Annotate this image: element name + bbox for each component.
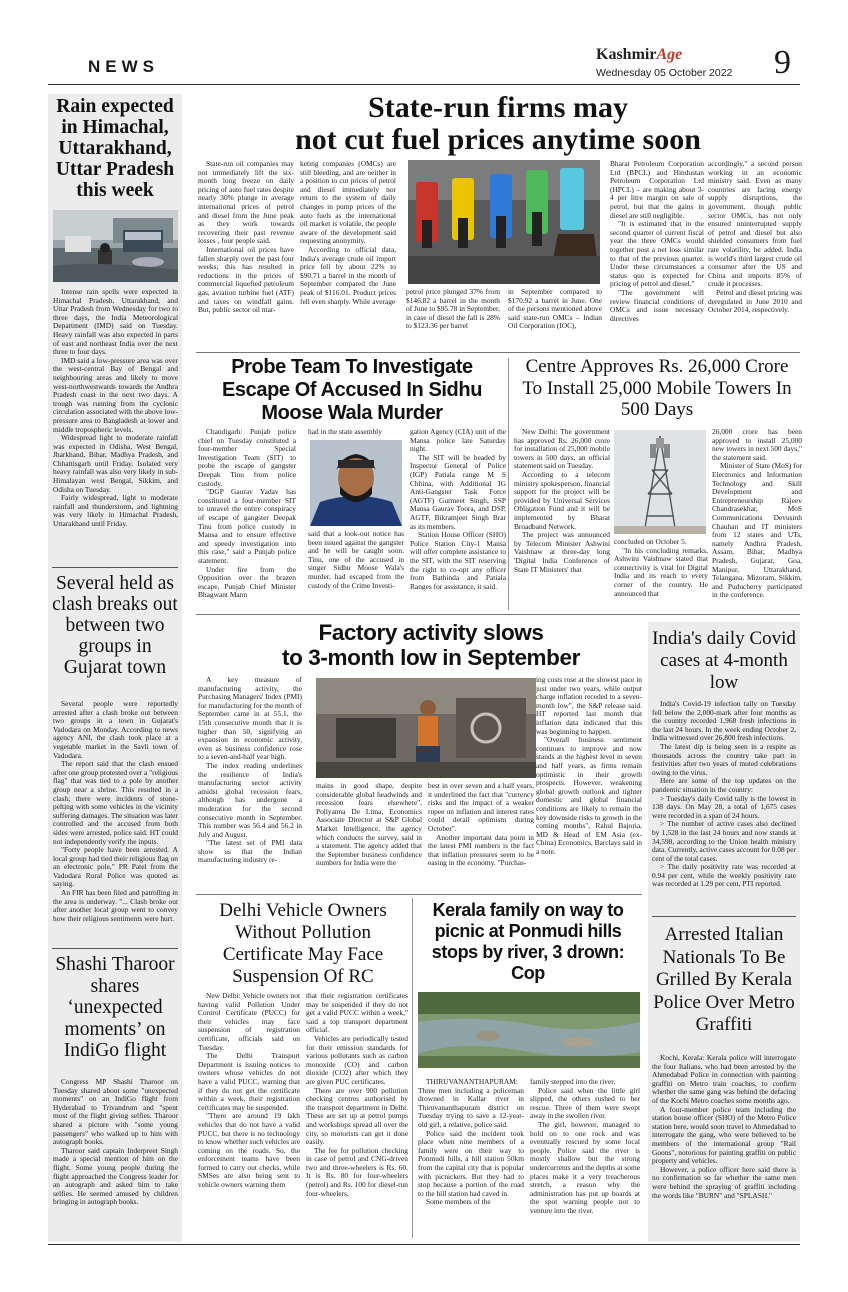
section-label: NEWS <box>88 57 159 76</box>
paragraph: Fairly widespread, light to moderate rainfall and thunderstorm, and lightning was very likely in Himachal Pradesh, Uttarakhand until Friday. <box>53 493 178 529</box>
paragraph: International oil prices have fallen sharply over the past four weeks; this has resulted in reductions in the prices of commercial liquefied petroleum gas, aviation turbine fuel (ATF) and taxes on windfall gains. But, public sector oil mar- <box>198 244 294 315</box>
paragraph: concluded on October 5. <box>614 538 687 546</box>
lead-col-6 <box>708 160 802 346</box>
paragraph: Some members of the <box>426 1197 491 1207</box>
delhi-col-1 <box>198 992 300 1238</box>
issue-date: Wednesday 05 October 2022 <box>596 67 733 79</box>
lead-headline <box>196 92 800 156</box>
paragraph: Minister of State (MoS) for Electronics and Information Technology and Skill Development and Entrepreneurship Rajeev Chandrasekhar, MoS Communications Devusinh Chauhan and IT ministers from 12 states and UTs, namely Andhra Pradesh, Assam, Bihar, Madhya Pradesh, Gujarat, Goa, Manipur, Uttarakhand, Telangana, Mizoram, Sikkim, and Puducherry participated in the conference. <box>712 461 802 600</box>
paragraph: in September compared to $170.92 a barrel in June. One of the persons mentioned above said state-run OMCs – Indian Oil Corporation (IOC), <box>508 288 602 331</box>
sidhu-headline: Probe Team To Investigate Escape Of Accused In Sidhu Moose Wala Murder <box>221 356 483 424</box>
fuel-nozzle-photo <box>408 160 600 284</box>
rain-headline: Rain expected in Himachal, Uttarakhand, Uttar Pradesh this week <box>55 96 175 201</box>
paragraph: Here are some of the top updates on the pandemic situation in the country: <box>652 776 796 794</box>
paragraph: "In his concluding remarks, Ashwini Vaishnaw stated that connectivity is vital for Digital India and its reach to every corner of the country. He announced that <box>614 545 708 598</box>
paragraph: Congress MP Shashi Tharoor on Tuesday shared about some "unexpected moments" on an IndiGo flight from Hyderabad to Trivandrum and "spent most of the flight giving selfies. Tharoor shared a picture with "some young passengers" who walked up to him with autograph books. <box>53 1078 178 1147</box>
lead-col-2 <box>300 160 396 346</box>
paragraph: Under fire from the Opposition over the brazen escape, Punjab Chief Minister Bhagwant Mann <box>198 564 296 600</box>
page-bottom-rule <box>48 1244 800 1245</box>
masthead-rule <box>48 84 800 85</box>
paragraph: According to official data, India's average crude oil import price fell by about 22% to $90.71 a barrel in the month of September compared the June peak of $116.01. Product prices fell even sharply. While average <box>300 244 396 306</box>
towers-col-3 <box>712 428 802 608</box>
factory-worker-photo <box>316 678 536 778</box>
lead-col-5 <box>610 160 704 346</box>
rain-photo <box>53 210 178 282</box>
lead-headline-line: not cut fuel prices anytime soon <box>295 123 701 156</box>
paragraph: India's Covid-19 infection tally on Tuesday fell below the 2,000-mark after four months as the country recorded 1,968 fresh infections in the last 24 hours. In the week ending October 2, India witnessed over 26,800 fresh infections. <box>652 700 796 743</box>
paragraph: However, a police officer here said there is no confirmation so far whether the same men were behind the spraying of graffiti including the words like "BURN" and "SPLASH." <box>652 1164 796 1200</box>
paragraph: best in over seven and a half years, it underlined the fact that "currency risks and the impact of a weaker rupee on inflation and interest rates could derail optimism during October". <box>428 782 534 833</box>
sidhu-col-1 <box>198 428 296 608</box>
lead-col-4 <box>508 288 602 348</box>
factory-col-4 <box>536 676 642 892</box>
kerala-col-1 <box>418 1078 524 1238</box>
factory-headline-line: Factory activity slows <box>318 620 544 645</box>
factory-col-2 <box>316 782 422 892</box>
paragraph: Widespread light to moderate rainfall was expected in Odisha, West Bengal, Jharkhand, Bihar, Madhya Pradesh, and Chhattisgarh until Friday. Isolated very heavy rainfall was also very likely in sub-Himalayan west Bengal, Sikkim, and Odisha on Tuesday. <box>53 433 178 494</box>
sidhu-col-2b <box>308 530 404 610</box>
paragraph: According to a telecom ministry spokesperson, financial support for the project will be provided by Universal Services Obligation Fund and it will be implemented by Bharat Broadband Network. <box>514 469 610 531</box>
paragraph: accordingly," a second person working in an economic ministry said. Even as many countries are facing energy supply disruptions, the government, though public sector OMCs, has not only ensured uninterrupted supply of petrol and diesel but also shielded consumers from fuel rate volatility, he added. India is world's third largest crude oil consumer after the US and China and imports 85% of crude it processes. <box>708 160 802 289</box>
paragraph: New Delhi: Vehicle owners not having valid Pollution Under Control Certificate (PUCC) for their vehicles may face suspension of registration certificate, officials said on Tuesday. <box>198 992 300 1052</box>
paragraph: said that a look-out notice has been issued against the gangster and he will be caught soon. Tinu, one of the accused in singer Sidhu Moose Wala's murder, had escaped from the custody of the Crime Investi- <box>308 530 404 590</box>
paragraph: The SIT will be headed by Inspector General of Police (IGP) Patiala range M S Chhina, with Additional IG Anti-Gangster Task Force (AGTF) Gurmeet Singh, SSP Mansa Gaurav Toora, and DSP, AGTF, Bikramjeet Singh Brar as its members. <box>410 452 506 531</box>
paragraph: Chandigarh: Punjab police chief on Tuesday constituted a four-member Special Investigation Team (SIT) to probe the escape of gangster Deepak Tinu from police custody. <box>198 428 296 488</box>
paragraph: Police said the incident took place when nine members of a family were on their way to Ponmudi hills, a hill station 50km from the capital city that is popular with picnickers. But they had to stop because a portion of the road to the hill station had caved in. <box>418 1128 524 1198</box>
paragraph: Bharat Petroleum Corporation Ltd (BPCL) and Hindustan Petroleum Corporation Ltd (HPCL) – are making about 3-4 per litre margin on sale of petrol, but that the gains in diesel are still negligible. <box>610 160 704 220</box>
paragraph: There are over 900 pollution checking centres authorised by the transport department in Delhi. These are set up at petrol pumps and workshops spread all over the city, so motorists can get it done easily. <box>306 1085 408 1147</box>
paragraph: The Delhi Transport Department is issuing notices to owners whose vehicles do not have a valid PUCC, warning that if they do not get the certificate within a week, their registration certificates may be suspended. <box>198 1051 300 1112</box>
paragraph: The fee for pollution checking in case of petrol and CNG-driven two and three-wheelers is Rs. 60. It is Rs. 80 for four-wheelers (petrol) and Rs. 100 for diesel-run four-wheelers. <box>306 1145 408 1198</box>
paragraph: The report said that the clash ensued after one group protested over a "religious flag" that was tied to a pole by another group near a shrine. This resulted in a clash; there were incidents of stone-pelting with some vehicles in the vicinity suffering damages. The situation was later controlled and the accused from both sides were arrested, police said. HT could not independently verify the inputs. <box>53 759 178 846</box>
paragraph: A four-member police team including the station house officer (SHO) of the Metro Police station here, would soon travel to Ahmedabad to interrogate the gang, who were believed to be members of the international group "Rail Goons", notorious for painting graffiti on public property and vehicles. <box>652 1104 796 1166</box>
paragraph: "Forty people have been arrested. A local group had tied their religious flag on an electronic pole," PR Patel from the Vadodara Rural Police was quoted as saying. <box>53 845 178 889</box>
sidhu-col-3 <box>410 428 506 608</box>
paragraph: Kochi, Kerala: Kerala police will interrogate the four Italians, who had been arrested by the Ahmedabad Police in connection with painting graffiti on Metro train coaches, to confirm whether the same gang was behind the defacing of the Kochi Metro coaches some months ago. <box>652 1054 796 1105</box>
factory-headline-line: to 3-month low in September <box>282 645 580 670</box>
paragraph: The girl, however, managed to hold on to one rock and was eventually rescued by some local people. Police said the river is mostly shallow but the strong undercurrents and the depths at some places make it a very treacherous stretch, a reason why the administration has put up boards at the spot warning people not to venture into the river. <box>530 1119 640 1215</box>
paragraph: keting companies (OMCs) are still bleeding, and are neither in a position to cut prices of petrol and diesel immediately nor return to the system of daily changes in pump prices of the auto fuels as the international oil market is volatile, the people aware of the development said requesting anonymity. <box>300 160 396 246</box>
lead-col-3 <box>406 288 500 348</box>
delhi-col-2 <box>306 992 408 1238</box>
delhi-headline: Delhi Vehicle Owners Without Pollution Certificate May Face Suspension Of RC <box>219 900 387 987</box>
divider <box>52 948 178 949</box>
paragraph: Police said when the little girl slipped, the others rushed to her rescue. Three of them were swept away in the swollen river. <box>530 1085 640 1121</box>
paragraph: The project was announced by Telecom Minister Ashwini Vaishnaw at three-day long 'Digital India Conference of State IT Ministers' that <box>514 530 610 574</box>
paragraph: that their registration certificates may be suspended if they do not get a valid PUCC within a week," said a top transport department official. <box>306 992 408 1035</box>
rain-body <box>53 288 178 560</box>
paragraph: mains in good shape, despite considerable global headwinds and recession fears elsewhere", Pollyanna De Lima, Economics Associate Director at S&P Global Market Intelligence, the agency which conducts the survey, said in a statement. The agency added that the September business confidence numbers for India were the <box>316 782 422 868</box>
brand-logo <box>596 46 682 64</box>
paragraph: Station House Officer (SHO) Police Station City-1 Mansa will offer complete assistance to the SIT, with the SIT reserving the right to co-opt any officer from Bathinda and Patiala Ranges for assistance, it said. <box>410 530 506 591</box>
sidhu-col-2a <box>308 428 404 438</box>
towers-col-1 <box>514 428 610 608</box>
column-divider <box>508 358 509 610</box>
paragraph: Petrol and diesel pricing was deregulated in June 2010 and October 2014, respectively. <box>708 287 802 315</box>
paragraph: THIRUVANANTHAPURAM: Three men including a policeman drowned in Kallar river in Thiruvananthapuram district on Tuesday trying to save a 12-year-old girl, a relative, police said. <box>418 1078 524 1129</box>
tharoor-headline: Shashi Tharoor shares ‘unexpected moments’ on IndiGo flight <box>55 954 175 1061</box>
divider <box>652 916 796 917</box>
paragraph: petrol price plunged 37% from $146.82 a barrel in the month of June to $95.78 in September, in case of diesel the fall is 28% to $123.36 per barrel <box>406 288 500 331</box>
lead-col-1 <box>198 160 294 346</box>
clash-headline: Several held as clash breaks out between two groups in Gujarat town <box>52 573 178 678</box>
page-number: 9 <box>774 44 791 81</box>
column-divider <box>412 898 413 1238</box>
paragraph: An FIR has been filed and patrolling in the area is underway. "... Clash broke out after another local group went to convey how their religious sentiments were hurt. <box>53 888 178 923</box>
kerala-col-2 <box>530 1078 640 1238</box>
paragraph: ing costs rose at the slowest pace in just under two years, while output charge inflation receded to a seven-month low", the S&P release said. HT reported last month that inflation data indicated that this was beginning to happen. <box>536 676 642 736</box>
paragraph: family stepped into the river. <box>530 1078 616 1086</box>
paragraph: Vehicles are periodically tested for their emission standards for various pollutants such as carbon monoxide (CO) and carbon dioxide (CO2) after which they are given PUC certificates. <box>306 1033 408 1086</box>
covid-headline: India's daily Covid cases at 4-month low <box>652 628 796 693</box>
paragraph: "The government will review financial conditions of OMCs and issue necessary directives <box>610 287 704 323</box>
masthead <box>0 0 848 88</box>
paragraph: IMD said a low-pressure area was over the west-central Bay of Bengal and neighbouring areas and likely to move west-northwestwards towards the Andhra Pradesh coast in the next two days. A trough was running from the cyclonic circulation associated with the above low-pressure area to Bangladesh at lower and middle tropospheric levels. <box>53 355 178 434</box>
paragraph: > The daily positivity rate was recorded at 0.94 per cent, while the weekly positivity rate was recorded at 1.29 per cent, PTI reported. <box>652 862 796 889</box>
kerala-headline: Kerala family on way to picnic at Ponmudi hills stops by river, 3 drown: Cop <box>431 900 625 983</box>
paragraph: "There are around 19 lakh vehicles that do not have a valid PUCC, but there is no technology to know whether such vehicles are coming on the roads. So, the enforcement teams have been formed to carry out checks, while SMSes are also being sent to vehicle owners warning them <box>198 1111 300 1190</box>
mobile-tower-photo <box>614 430 706 534</box>
italian-body <box>652 1054 796 1236</box>
paragraph: State-run oil companies may not immediately lift the six-month long freeze on daily pricing of auto fuel rates despite nearly 30% plunge in average international prices of petrol and diesel from the June peak as they work towards recovering their past revenue losses , four people said. <box>198 160 294 246</box>
covid-body <box>652 700 796 908</box>
factory-col-1 <box>198 676 302 890</box>
paragraph: had in the state assembly <box>308 428 382 436</box>
gangster-portrait-photo <box>310 440 402 526</box>
paragraph: gation Agency (CIA) unit of the Mansa police late Saturday night. <box>410 428 506 454</box>
paragraph: Intense rain spells were expected in Himachal Pradesh, Uttarakhand, and Uttar Pradesh from Wednesday for two to three days, the India Meteorological Department (IMD) said on Tuesday. Heavy rainfall was also expected in parts of east and northeast India over the next three to four days. <box>53 288 178 357</box>
italian-headline: Arrested Italian Nationals To Be Grilled By Kerala Police Over Metro Graffiti <box>653 924 795 1035</box>
tharoor-body <box>53 1078 178 1228</box>
paragraph: "The latest set of PMI data show us that the Indian manufacturing industry re- <box>198 838 302 865</box>
paragraph: "DGP Gaurav Yadav has constituted a four-member SIT to unravel the entire conspiracy of escape of gangster Deepak Tinu from police custody in Mansa and to ensure effective and speedy investigation into this case," said a Punjab police statement. <box>198 487 296 565</box>
towers-col-2 <box>614 538 708 608</box>
clash-body <box>53 700 178 942</box>
paragraph: New Delhi: The government has approved Rs. 26,000 crore for installation of 25,000 mobile towers in 500 days, an official statement said on Tuesday. <box>514 428 610 471</box>
paragraph: > The number of active cases also declined by 1,528 in the last 24 hours and now stands at 34,598, according to the Union health ministry data. Currently, active cases account for 0.08 per cent of the total cases. <box>652 819 796 863</box>
factory-col-3 <box>428 782 534 892</box>
factory-headline <box>196 620 666 670</box>
paragraph: "It is estimated that in the second quarter of current fiscal year the three OMCs would together post a net loss similar to that of the previous quarter. Under these circumstances a status quo is expected for pricing of petrol and diesel." <box>610 219 704 289</box>
paragraph: 26,000 crore has been approved to install 25,000 new towers in next 500 days," the statement said. <box>712 428 802 462</box>
paragraph: "Overall business sentiment continues to improve and now stands at the highest level in seven and half years, as firms remain optimistic in their growth prospects. However, weakening global growth outlook and tighter domestic and global financial conditions are likely to remain the key downside risks to growth in the coming months", Rahul Bajoria, MD & Head of EM Asia (ex-China) Economics, Barclays said in a note. <box>536 735 642 856</box>
divider <box>52 567 178 568</box>
paragraph: A key measure of manufacturing activity, the Purchasing Managers' Index (PMI) for manufacturing for the month of September came in at 55.1, the 15th consecutive month that it is higher than 50, signifying an expansion in economic activity, even as business confidence rose to a seven-and-half year high. <box>198 676 302 762</box>
divider <box>196 614 800 615</box>
divider <box>196 352 800 353</box>
river-photo <box>418 992 640 1068</box>
paragraph: The latest dip is being seen in a respite as thousands across the country take part in festivities after two years of muted celebrations owing to the virus. <box>652 741 796 777</box>
brand-name-accent: Age <box>656 46 683 63</box>
divider <box>196 894 642 895</box>
brand-name: Kashmir <box>596 46 657 63</box>
lead-headline-line: State-run firms may <box>368 91 628 124</box>
paragraph: Several people were reportedly arrested after a clash broke out between two groups in a town in Gujarat's Vadodara on Monday. According to news agency ANI, the clash took place at a vegetable market in the Savli town of Vadodara. <box>53 700 178 760</box>
paragraph: The index reading underlines the resilience of India's manufacturing sector activity amidst global recession fears, although has undergone a moderation for the second consecutive month in September. This number was 56.4 and 56.2 in July and August. <box>198 760 302 839</box>
towers-headline: Centre Approves Rs. 26,000 Crore To Install 25,000 Mobile Towers In 500 Days <box>522 356 792 420</box>
paragraph: Another important data point in the latest PMI numbers is the fact that inflation pressures seem to be easing in the economy. "Purchas- <box>428 832 534 868</box>
paragraph: > Tuesday's daily Covid tally is the lowest in 138 days. On May 28, a total of 1,675 cases were recorded in a span of 24 hours. <box>652 793 796 820</box>
paragraph: Tharoor said captain Inderpreet Singh made a special mention of him on the flight. Some young people during the flight approached the Congress leader for an autograph and asked him to take selfies. He seemed amused by children bringing in autograph books. <box>53 1145 178 1207</box>
